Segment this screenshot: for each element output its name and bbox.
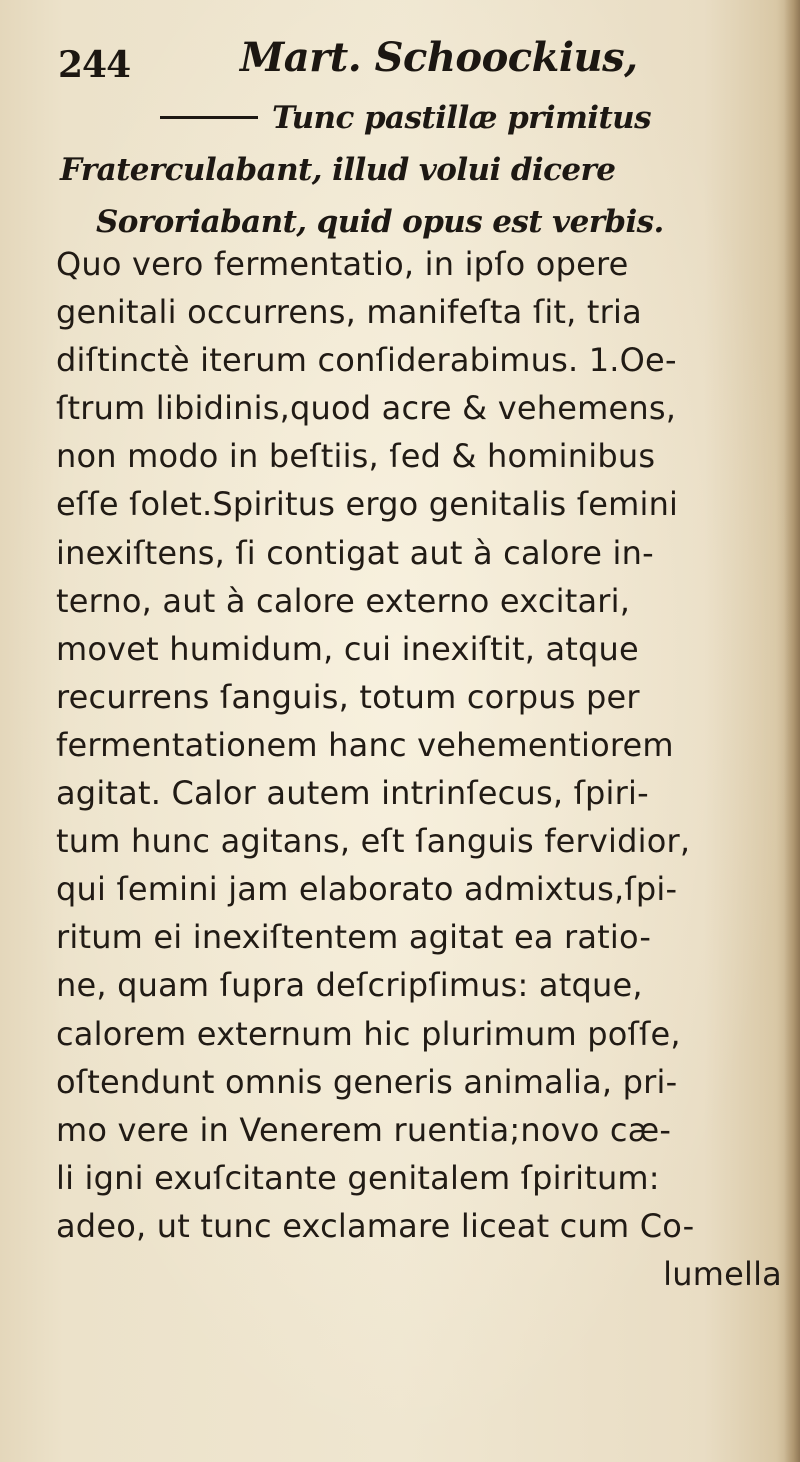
text-line: calorem externum hic plurimum poſſe, [56, 1014, 681, 1053]
text-line: ſtrum libidinis,quod acre & vehemens, [56, 389, 677, 428]
page-number: 244 [58, 44, 131, 86]
text-line: tum hunc agitans, eſt ſanguis fervidior, [56, 822, 691, 861]
text-line: ritum ei inexiſtentem agitat ea ratio- [56, 918, 652, 957]
running-head: Mart. Schoockius, [240, 34, 638, 81]
page-header [58, 28, 758, 98]
text-line: li igni exuſcitante genitalem ſpiritum: [56, 1158, 660, 1197]
quote-line: Fraterculabant, illud volui dicere [60, 152, 616, 188]
text-line: recurrens ſanguis, totum corpus per [56, 677, 640, 716]
text-line: qui ſemini jam elaborato admixtus,ſpi- [56, 870, 678, 909]
text-line: non modo in beſtiis, ſed & hominibus [56, 437, 656, 476]
text-line: mo vere in Venerem ruentia;novo cæ- [56, 1110, 672, 1149]
text-line: inexiſtens, ſi contigat aut à calore in- [56, 533, 654, 572]
verse-quotation [60, 92, 760, 248]
text-line: eſſe ſolet.Spiritus ergo genitalis ſemini [56, 485, 679, 524]
quote-dash [160, 116, 258, 119]
quote-line: Sororiabant, quid opus est verbis. [96, 204, 664, 240]
text-line: oſtendunt omnis generis animalia, pri- [56, 1062, 678, 1101]
quote-line-text: Tunc pastillæ primitus [272, 100, 651, 136]
text-line: terno, aut à calore externo excitari, [56, 581, 631, 620]
text-line: movet humidum, cui inexiſtit, atque [56, 629, 639, 668]
text-line: adeo, ut tunc exclamare liceat cum Co- [56, 1206, 695, 1245]
text-line: diſtinctè iterum conſiderabimus. 1.Oe- [56, 341, 677, 380]
text-line: ne, quam ſupra deſcripſimus: atque, [56, 966, 643, 1005]
quote-line [60, 92, 760, 144]
body-text [56, 240, 796, 1298]
text-line: genitali occurrens, manifeſta ſit, tria [56, 293, 642, 332]
catchword: lumella [663, 1254, 782, 1293]
text-line: fermentationem hanc vehementiorem [56, 725, 674, 764]
text-line: Quo vero fermentatio, in ipſo opere [56, 245, 629, 283]
text-line: agitat. Calor autem intrinſecus, ſpiri- [56, 774, 649, 813]
